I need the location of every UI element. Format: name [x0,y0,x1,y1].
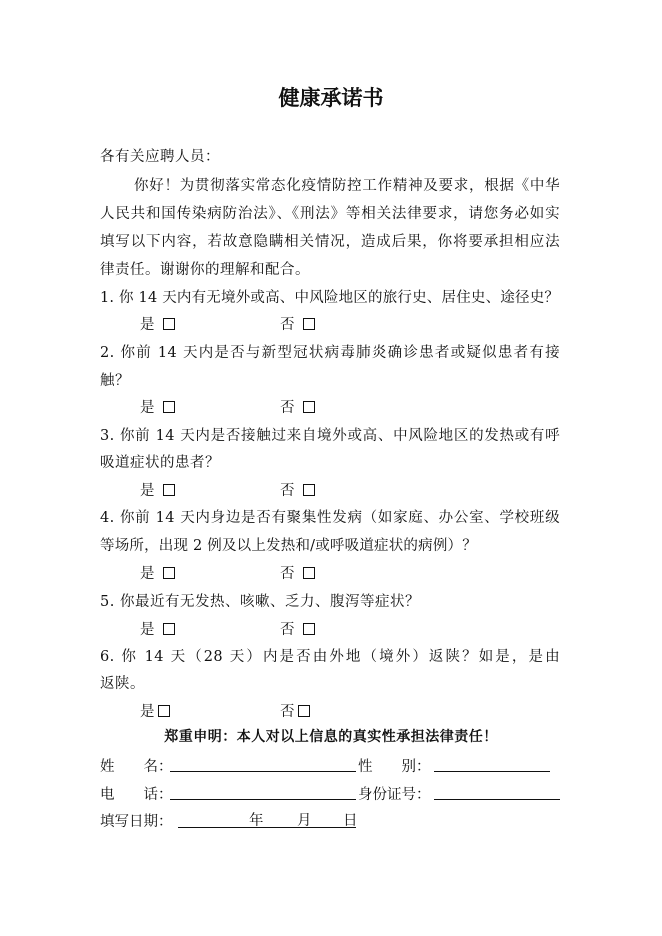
question-6-text-cont: 返陕。 [100,676,145,692]
question-4-text-cont: 等场所，出现 2 例及以上发热和/或呼吸道症状的病例）？ [100,538,477,554]
q3-yes-checkbox[interactable] [163,484,175,496]
q6-yes-label: 是 [140,704,155,720]
q1-yes-label: 是 [140,317,155,333]
q2-no-checkbox[interactable] [303,401,315,413]
q5-no-label: 否 [280,622,295,638]
q3-no-checkbox[interactable] [303,484,315,496]
date-month-label: 月 [297,813,312,829]
question-3-text-cont: 吸道症状的患者？ [100,455,220,471]
q1-no-option[interactable] [280,313,315,334]
intro-line: 律责任。谢谢你的理解和配合。 [100,262,310,278]
q4-no-label: 否 [280,566,295,582]
question-1-text: 1. 你 14 天内有无境外或高、中风险地区的旅行史、居住史、途径史？ [100,290,560,306]
phone-label: 电 话： [100,787,173,803]
q5-yes-option[interactable] [140,618,175,639]
q2-no-option[interactable] [280,396,315,417]
question-4-text: 4. 你前 14 天内身边是否有聚集性发病（如家庭、办公室、学校班级 [100,510,560,526]
name-label: 姓 名： [100,759,173,775]
question-3-text: 3. 你前 14 天内是否接触过来自境外或高、中风险地区的发热或有呼 [100,428,560,444]
q4-yes-label: 是 [140,566,155,582]
q4-no-option[interactable] [280,562,315,583]
intro-line: 人民共和国传染病防治法》、《刑法》等相关法律要求，请您务必如实 [100,206,560,222]
q3-no-option[interactable] [280,479,315,500]
q1-yes-checkbox[interactable] [163,318,175,330]
question-2-text-cont: 触？ [100,373,130,389]
gender-label: 性 别： [358,759,431,775]
q3-yes-option[interactable] [140,479,175,500]
q2-yes-label: 是 [140,400,155,416]
question-5-text: 5. 你最近有无发热、咳嗽、乏力、腹泻等症状？ [100,594,420,610]
id-number-input[interactable] [434,799,560,800]
intro-line: 填写以下内容，若故意隐瞒相关情况，造成后果，你将要承担相应法 [100,234,560,250]
salutation: 各有关应聘人员： [100,149,220,165]
q5-yes-checkbox[interactable] [163,623,175,635]
date-day-label: 日 [343,813,358,829]
intro-line: 你好！为贯彻落实常态化疫情防控工作精神及要求，根据《中华 [134,178,560,194]
date-label: 填写日期： [100,814,173,830]
q6-no-option[interactable] [280,700,310,721]
name-input[interactable] [170,771,356,772]
q2-yes-checkbox[interactable] [163,401,175,413]
q3-yes-label: 是 [140,483,155,499]
page-title: 健康承诺书 [278,86,384,110]
q4-yes-checkbox[interactable] [163,567,175,579]
q5-no-checkbox[interactable] [303,623,315,635]
q1-no-checkbox[interactable] [303,318,315,330]
declaration-statement: 郑重申明：本人对以上信息的真实性承担法律责任！ [164,729,498,745]
date-input[interactable] [178,827,356,828]
gender-input[interactable] [434,771,550,772]
date-year-label: 年 [249,813,264,829]
question-6-text: 6. 你 14 天（28 天）内是否由外地（境外）返陕？如是，是由 [100,649,560,665]
phone-input[interactable] [170,799,356,800]
q6-yes-option[interactable] [140,700,170,721]
q5-no-option[interactable] [280,618,315,639]
q4-yes-option[interactable] [140,562,175,583]
q1-no-label: 否 [280,317,295,333]
q6-yes-checkbox[interactable] [158,705,170,717]
q4-no-checkbox[interactable] [303,567,315,579]
q5-yes-label: 是 [140,622,155,638]
q2-yes-option[interactable] [140,396,175,417]
id-number-label: 身份证号： [358,787,431,803]
q3-no-label: 否 [280,483,295,499]
q2-no-label: 否 [280,400,295,416]
q6-no-label: 否 [280,704,295,720]
q6-no-checkbox[interactable] [298,705,310,717]
q1-yes-option[interactable] [140,313,175,334]
question-2-text: 2. 你前 14 天内是否与新型冠状病毒肺炎确诊患者或疑似患者有接 [100,345,560,361]
